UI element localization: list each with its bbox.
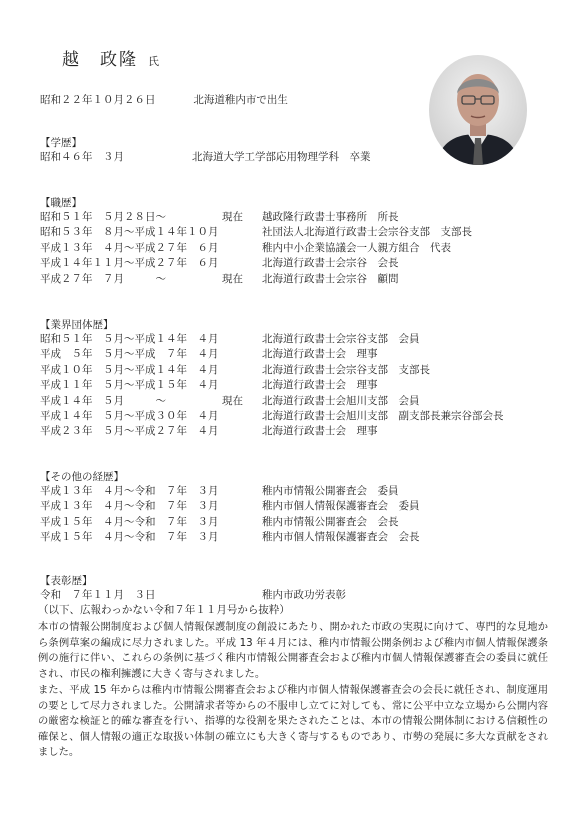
industry-row <box>40 409 560 424</box>
career-status: 現在 <box>222 211 243 223</box>
other-desc: 稚内市情報公開審査会 委員 <box>262 485 399 497</box>
awards-note <box>40 603 560 618</box>
birth-line <box>40 92 288 107</box>
other-date: 平成１５年 ４月～令和 ７年 ３月 <box>40 531 219 544</box>
name-text: 越 政隆 <box>62 50 138 70</box>
industry-row <box>40 424 560 439</box>
industry-desc: 北海道行政書士会 理事 <box>262 379 378 392</box>
industry-desc: 北海道行政書士会旭川支部 副支部長兼宗谷部会長 <box>262 409 504 422</box>
industry-row <box>40 394 560 409</box>
industry-date: 平成 ５年 ５月～平成 ７年 ４月 <box>40 348 219 361</box>
career-desc: 稚内中小企業協議会一人親方組合 代表 <box>262 241 451 254</box>
industry-date: 平成２３年 ５月～平成２７年 ４月 <box>40 425 219 438</box>
other-title: 【その他の経歴】 <box>40 471 124 483</box>
career-row <box>40 241 560 256</box>
industry-title: 【業界団体歴】 <box>40 319 114 331</box>
other-desc: 稚内市個人情報保護審査会 委員 <box>262 500 420 513</box>
award-note: （以下、広報わっかない令和７年１１月号から抜粋） <box>38 604 290 617</box>
industry-date: 平成１４年 ５月～平成３０年 ４月 <box>40 409 219 422</box>
industry-date: 平成１１年 ５月～平成１５年 ４月 <box>40 379 219 392</box>
education-desc: 北海道大学工学部応用物理学科 卒業 <box>192 151 371 163</box>
other-row <box>40 484 560 499</box>
career-date: 昭和５１年 ５月２８日～ <box>40 211 166 223</box>
other-date: 平成１５年 ４月～令和 ７年 ３月 <box>40 515 219 528</box>
industry-row <box>40 378 560 393</box>
career-title: 【職歴】 <box>40 197 82 209</box>
award-date: 令和 ７年１１月 ３日 <box>40 589 156 601</box>
career-date: 平成１４年１１月～平成２７年 ６月 <box>40 257 219 270</box>
industry-desc: 北海道行政書士会宗谷支部 支部長 <box>262 363 430 376</box>
award-paragraph-1: 本市の情報公開制度および個人情報保護制度の創設にあたり、開かれた市政の実現に向けて、専門的な見地から条例草案の編成に尽力されました。平成 13 年４月には、稚内市情報公開条例および稚内市個人情報保護条例の施行に伴い、これらの条例に基づく稚内市情報公開審査会および稚内市個人情報保護審査会の委員に就任され、市民の権利擁護に大きく寄与されました。 <box>38 621 548 680</box>
industry-row <box>40 363 560 378</box>
other-desc: 稚内市情報公開審査会 会長 <box>262 515 399 528</box>
industry-row <box>40 332 560 347</box>
industry-section <box>40 318 560 440</box>
career-desc: 北海道行政書士会宗谷 会長 <box>262 257 399 270</box>
education-section <box>40 136 560 165</box>
industry-status: 現在 <box>222 394 243 407</box>
industry-desc: 北海道行政書士会 理事 <box>262 348 378 361</box>
education-title: 【学歴】 <box>40 137 82 149</box>
career-status: 現在 <box>222 272 243 285</box>
career-desc: 社団法人北海道行政書士会宗谷支部 支部長 <box>262 226 472 239</box>
award-paragraph-2: また、平成 15 年からは稚内市情報公開審査会および稚内市個人情報保護審査会の会長に就任され、制度運用の要として尽力されました。公開請求者等からの不服申し立てに対しても、常に公平中立な立場から公開内容の厳密な検証と的確な審査を行い、指導的な役割を果たされたことは、本市の情報公開体制における信頼性の確保と、個人情報の適正な取扱い体制の確立にも大きく寄与するものであり、市勢の発展に多大な貢献をされました。 <box>38 684 548 758</box>
education-row <box>40 150 560 165</box>
other-row <box>40 499 560 514</box>
honorific: 氏 <box>148 55 159 68</box>
other-desc: 稚内市個人情報保護審査会 会長 <box>262 531 420 544</box>
industry-date: 平成１４年 ５月 ～ <box>40 394 166 407</box>
career-row <box>40 225 560 240</box>
industry-desc: 北海道行政書士会旭川支部 会員 <box>262 394 420 407</box>
industry-date: 昭和５１年 ５月～平成１４年 ４月 <box>40 333 219 345</box>
birth-place: 北海道稚内市で出生 <box>193 94 288 106</box>
industry-date: 平成１０年 ５月～平成１４年 ４月 <box>40 363 219 376</box>
other-row <box>40 530 560 545</box>
other-section <box>40 470 560 546</box>
career-desc: 北海道行政書士会宗谷 顧問 <box>262 272 399 285</box>
career-date: 平成１３年 ４月～平成２７年 ６月 <box>40 241 219 254</box>
career-desc: 越政隆行政書士事務所 所長 <box>262 211 399 223</box>
education-date: 昭和４６年 ３月 <box>40 151 124 163</box>
other-row <box>40 515 560 530</box>
industry-desc: 北海道行政書士会 理事 <box>262 425 378 438</box>
other-date: 平成１３年 ４月～令和 ７年 ３月 <box>40 485 219 497</box>
career-date: 昭和５３年 ８月～平成１４年１０月 <box>40 226 219 239</box>
career-section <box>40 196 560 287</box>
career-row <box>40 256 560 271</box>
industry-row <box>40 347 560 362</box>
birth-date: 昭和２２年１０月２６日 <box>40 94 156 106</box>
awards-section <box>40 574 560 619</box>
career-date: 平成２７年 ７月 ～ <box>40 272 166 285</box>
person-name <box>62 45 159 70</box>
awards-row <box>40 588 560 603</box>
industry-desc: 北海道行政書士会宗谷支部 会員 <box>262 333 420 345</box>
award-desc: 稚内市政功労表彰 <box>262 589 346 601</box>
other-date: 平成１３年 ４月～令和 ７年 ３月 <box>40 500 219 513</box>
awards-title: 【表彰歴】 <box>40 575 93 587</box>
career-row <box>40 210 560 225</box>
career-row <box>40 272 560 287</box>
